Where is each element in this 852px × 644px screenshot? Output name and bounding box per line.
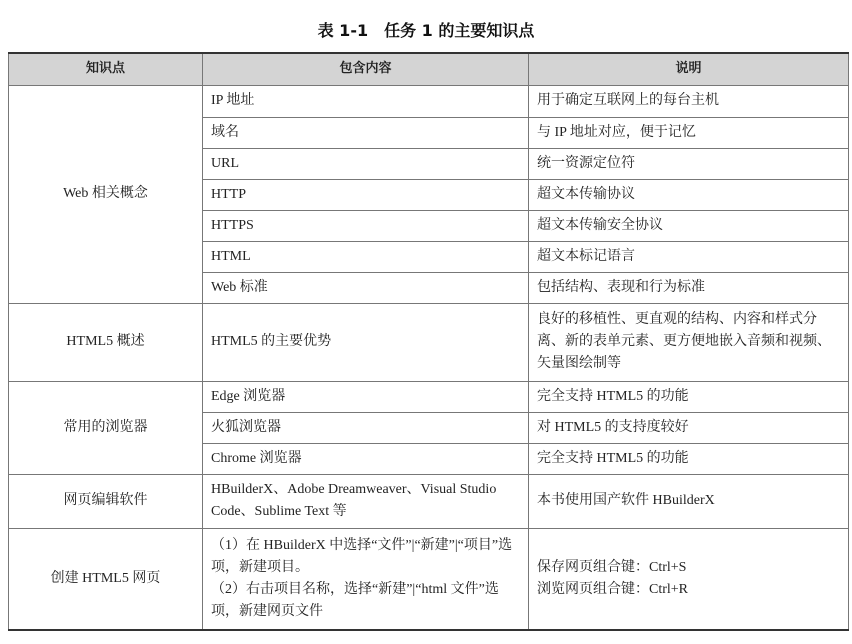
content-cell: HBuilderX、Adobe Dreamweaver、Visual Studio Code、Sublime Text 等 xyxy=(203,474,529,528)
category-cell: 创建 HTML5 网页 xyxy=(9,528,203,630)
table-row xyxy=(9,474,849,528)
table-row xyxy=(9,85,849,117)
save-shortcut-text: 保存网页组合键：Ctrl+S xyxy=(537,559,687,575)
description-cell: 超文本传输协议 xyxy=(529,179,849,210)
preview-shortcut-text: 浏览网页组合键：Ctrl+R xyxy=(537,581,689,597)
table-row xyxy=(9,381,849,412)
description-cell: 本书使用国产软件 HBuilderX xyxy=(529,474,849,528)
description-cell: 完全支持 HTML5 的功能 xyxy=(529,381,849,412)
description-cell: 超文本传输安全协议 xyxy=(529,210,849,241)
table-header-row xyxy=(9,53,849,85)
table-caption: 表 1-1 任务 1 的主要知识点 xyxy=(317,21,535,40)
step-two-text: （2）右击项目名称，选择“新建”|“html 文件”选项，新建网页文件 xyxy=(211,581,499,619)
description-cell: 对 HTML5 的支持度较好 xyxy=(529,412,849,443)
content-cell xyxy=(203,528,529,630)
header-description: 说明 xyxy=(529,53,849,85)
category-cell: 网页编辑软件 xyxy=(9,474,203,528)
category-cell: Web 相关概念 xyxy=(9,85,203,303)
description-cell: 超文本标记语言 xyxy=(529,241,849,272)
content-cell: IP 地址 xyxy=(203,85,529,117)
content-cell: URL xyxy=(203,148,529,179)
content-cell: Web 标准 xyxy=(203,272,529,303)
step-one-text: （1）在 HBuilderX 中选择“文件”|“新建”|“项目”选项，新建项目。 xyxy=(211,537,513,575)
content-cell: Edge 浏览器 xyxy=(203,381,529,412)
knowledge-table xyxy=(8,52,849,631)
category-cell: 常用的浏览器 xyxy=(9,381,203,474)
header-knowledge-point: 知识点 xyxy=(9,53,203,85)
content-cell: 域名 xyxy=(203,117,529,148)
description-cell: 良好的移植性、更直观的结构、内容和样式分离、新的表单元素、更方便地嵌入音频和视频、矢量图绘制等 xyxy=(529,303,849,381)
description-cell: 完全支持 HTML5 的功能 xyxy=(529,443,849,474)
table-row xyxy=(9,528,849,630)
category-cell: HTML5 概述 xyxy=(9,303,203,381)
content-cell: HTML5 的主要优势 xyxy=(203,303,529,381)
description-cell: 统一资源定位符 xyxy=(529,148,849,179)
description-cell xyxy=(529,528,849,630)
header-content: 包含内容 xyxy=(203,53,529,85)
content-cell: HTTPS xyxy=(203,210,529,241)
description-cell: 包括结构、表现和行为标准 xyxy=(529,272,849,303)
content-cell: Chrome 浏览器 xyxy=(203,443,529,474)
content-cell: HTML xyxy=(203,241,529,272)
description-cell: 与 IP 地址对应，便于记忆 xyxy=(529,117,849,148)
content-cell: HTTP xyxy=(203,179,529,210)
description-cell: 用于确定互联网上的每台主机 xyxy=(529,85,849,117)
content-cell: 火狐浏览器 xyxy=(203,412,529,443)
table-row xyxy=(9,303,849,381)
